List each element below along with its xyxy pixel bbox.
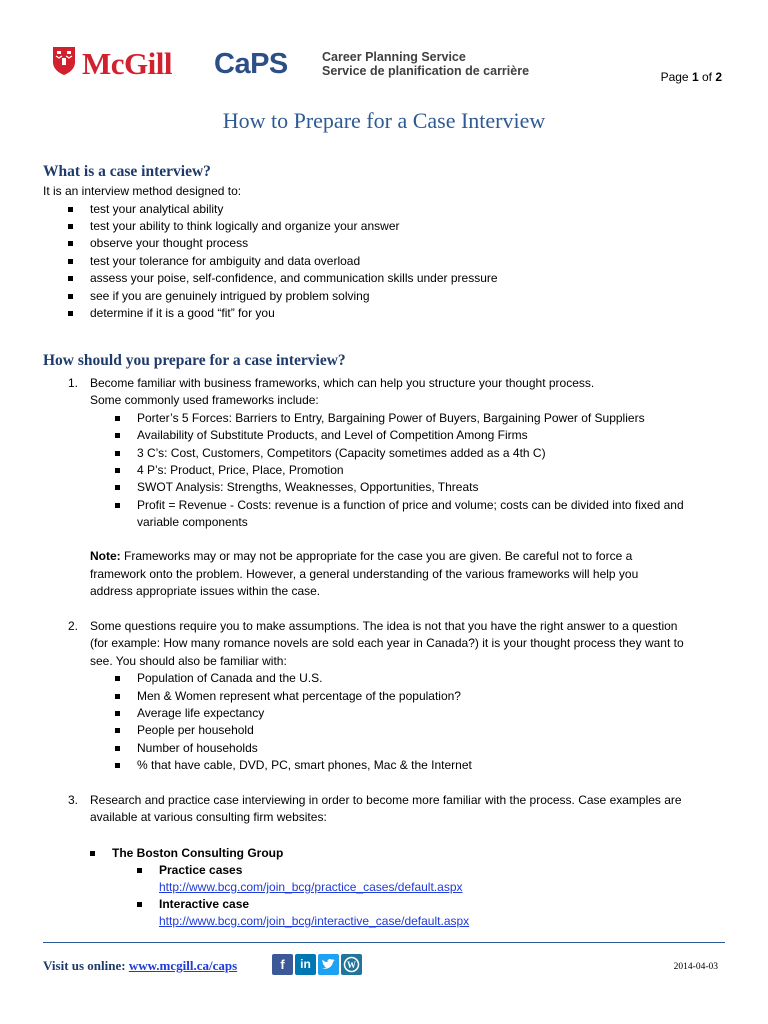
page-prefix: Page: [660, 70, 692, 84]
page-total: 2: [715, 70, 722, 84]
note-line2: framework onto the problem. However, a general understanding of the various frameworks will help you: [90, 567, 639, 581]
mcgill-shield-icon: [52, 46, 76, 76]
document-page: McGill CaPS Career Planning Service Service de planification de carrière Page 1 of 2 How to Prepare for a Case Interview What is a case interview? It is an interview method designed to: test your analytical ability test your ability to think logically and organize your answer observe your thought process test your tolerance for ambiguity and data overload assess your poise, self-confidence, and communication skills under pressure see if you are genuinely intrigued by problem solving determine if it is a good “fit” for you How should you prepare for a case interview? 1. Become familiar with business frameworks, which can help you structure your thought process. Some commonly used frameworks include: Porter’s 5 Forces: Barriers to Entry, Bargaining Power of Buyers, Bargaining Power of Suppliers Availability of Substitute Products, and Level of Competition Among Firms 3 C’s: Cost, Customers, Competitors (Capacity sometimes added as a 4th C) 4 P’s: Product, Price, Place, Promotion SWOT Analysis: Strengths, Weaknesses, Opportunities, Threats Profit = Revenue - Costs: revenue is a function of price and volume; costs can be divided into fixed and variable components Note: Frameworks may or may not be appropriate for the case you are given. Be careful not to force a framework onto the problem. However, a general understanding of the various frameworks will help you address appropriate issues within the case. 2. Some questions require you to make assumptions. The idea is not that you have the right answer to a question (for example: How many romance novels are sold each year in Canada?) it is your thought process they want to see. You should also be familiar with: Population of Canada and the U.S. Men & Women represent what percentage of the population? Average life expectancy People per household Number of households % that have cable, DVD, PC, smart phones, Mac & the Internet 3. Research and practice case interviewing in order to become more familiar with the process. Case examples are available at various consulting firm websites: The Boston Consulting Group Practice cases http://www.bcg.com/join_bcg/practice_cases/default.aspx Interactive case http://www.bcg.com/join_bcg/interactive_case/default.aspx Visit us online: www.mcgill.ca/caps f in W 2014-04-03: [0, 0, 768, 1024]
service-name: [322, 50, 529, 78]
item2-line2: (for example: How many romance novels are sold each year in Canada?) it is your thought process they want to: [90, 636, 684, 650]
facebook-icon[interactable]: f: [272, 954, 293, 975]
item3-line2: available at various consulting firm websites:: [90, 810, 327, 824]
section-intro: It is an interview method designed to:: [43, 184, 242, 198]
page-title: How to Prepare for a Case Interview: [222, 108, 546, 133]
service-name-en: Career Planning Service: [322, 50, 466, 64]
page-of: of: [698, 70, 716, 84]
page-current: 1: [691, 70, 699, 84]
document-date: 2014-04-03: [673, 962, 718, 972]
note-line1: Note: Frameworks may or may not be appropriate for the case you are given. Be careful not to force a: [90, 549, 633, 563]
footer-visit: [43, 958, 237, 974]
wordpress-icon[interactable]: [341, 954, 362, 975]
practice-cases-link[interactable]: http://www.bcg.com/join_bcg/practice_cases/default.aspx: [159, 880, 463, 894]
item1-line2: Some commonly used frameworks include:: [90, 393, 319, 407]
svg-text:W: W: [347, 960, 356, 970]
twitter-icon[interactable]: [318, 954, 339, 975]
interactive-case-link[interactable]: http://www.bcg.com/join_bcg/interactive_case/default.aspx: [159, 914, 470, 928]
section-heading-what: What is a case interview?: [43, 163, 211, 180]
list-item-continuation: variable components: [137, 515, 248, 529]
page-number: [661, 70, 722, 84]
service-name-fr: Service de planification de carrière: [322, 64, 530, 78]
note-line3: address appropriate issues within the case.: [90, 584, 321, 598]
section-heading-how: How should you prepare for a case interview?: [43, 352, 346, 369]
footer-website-link[interactable]: www.mcgill.ca/caps: [128, 958, 238, 973]
header: [52, 44, 722, 92]
caps-logo-text: CaPS: [214, 48, 288, 80]
footer-divider: [43, 942, 725, 943]
linkedin-icon[interactable]: in: [295, 954, 316, 975]
mcgill-logo-text: McGill: [82, 46, 172, 81]
footer-visit-label: Visit us online:: [43, 958, 129, 973]
item2-line3: see. You should also be familiar with:: [90, 654, 287, 668]
